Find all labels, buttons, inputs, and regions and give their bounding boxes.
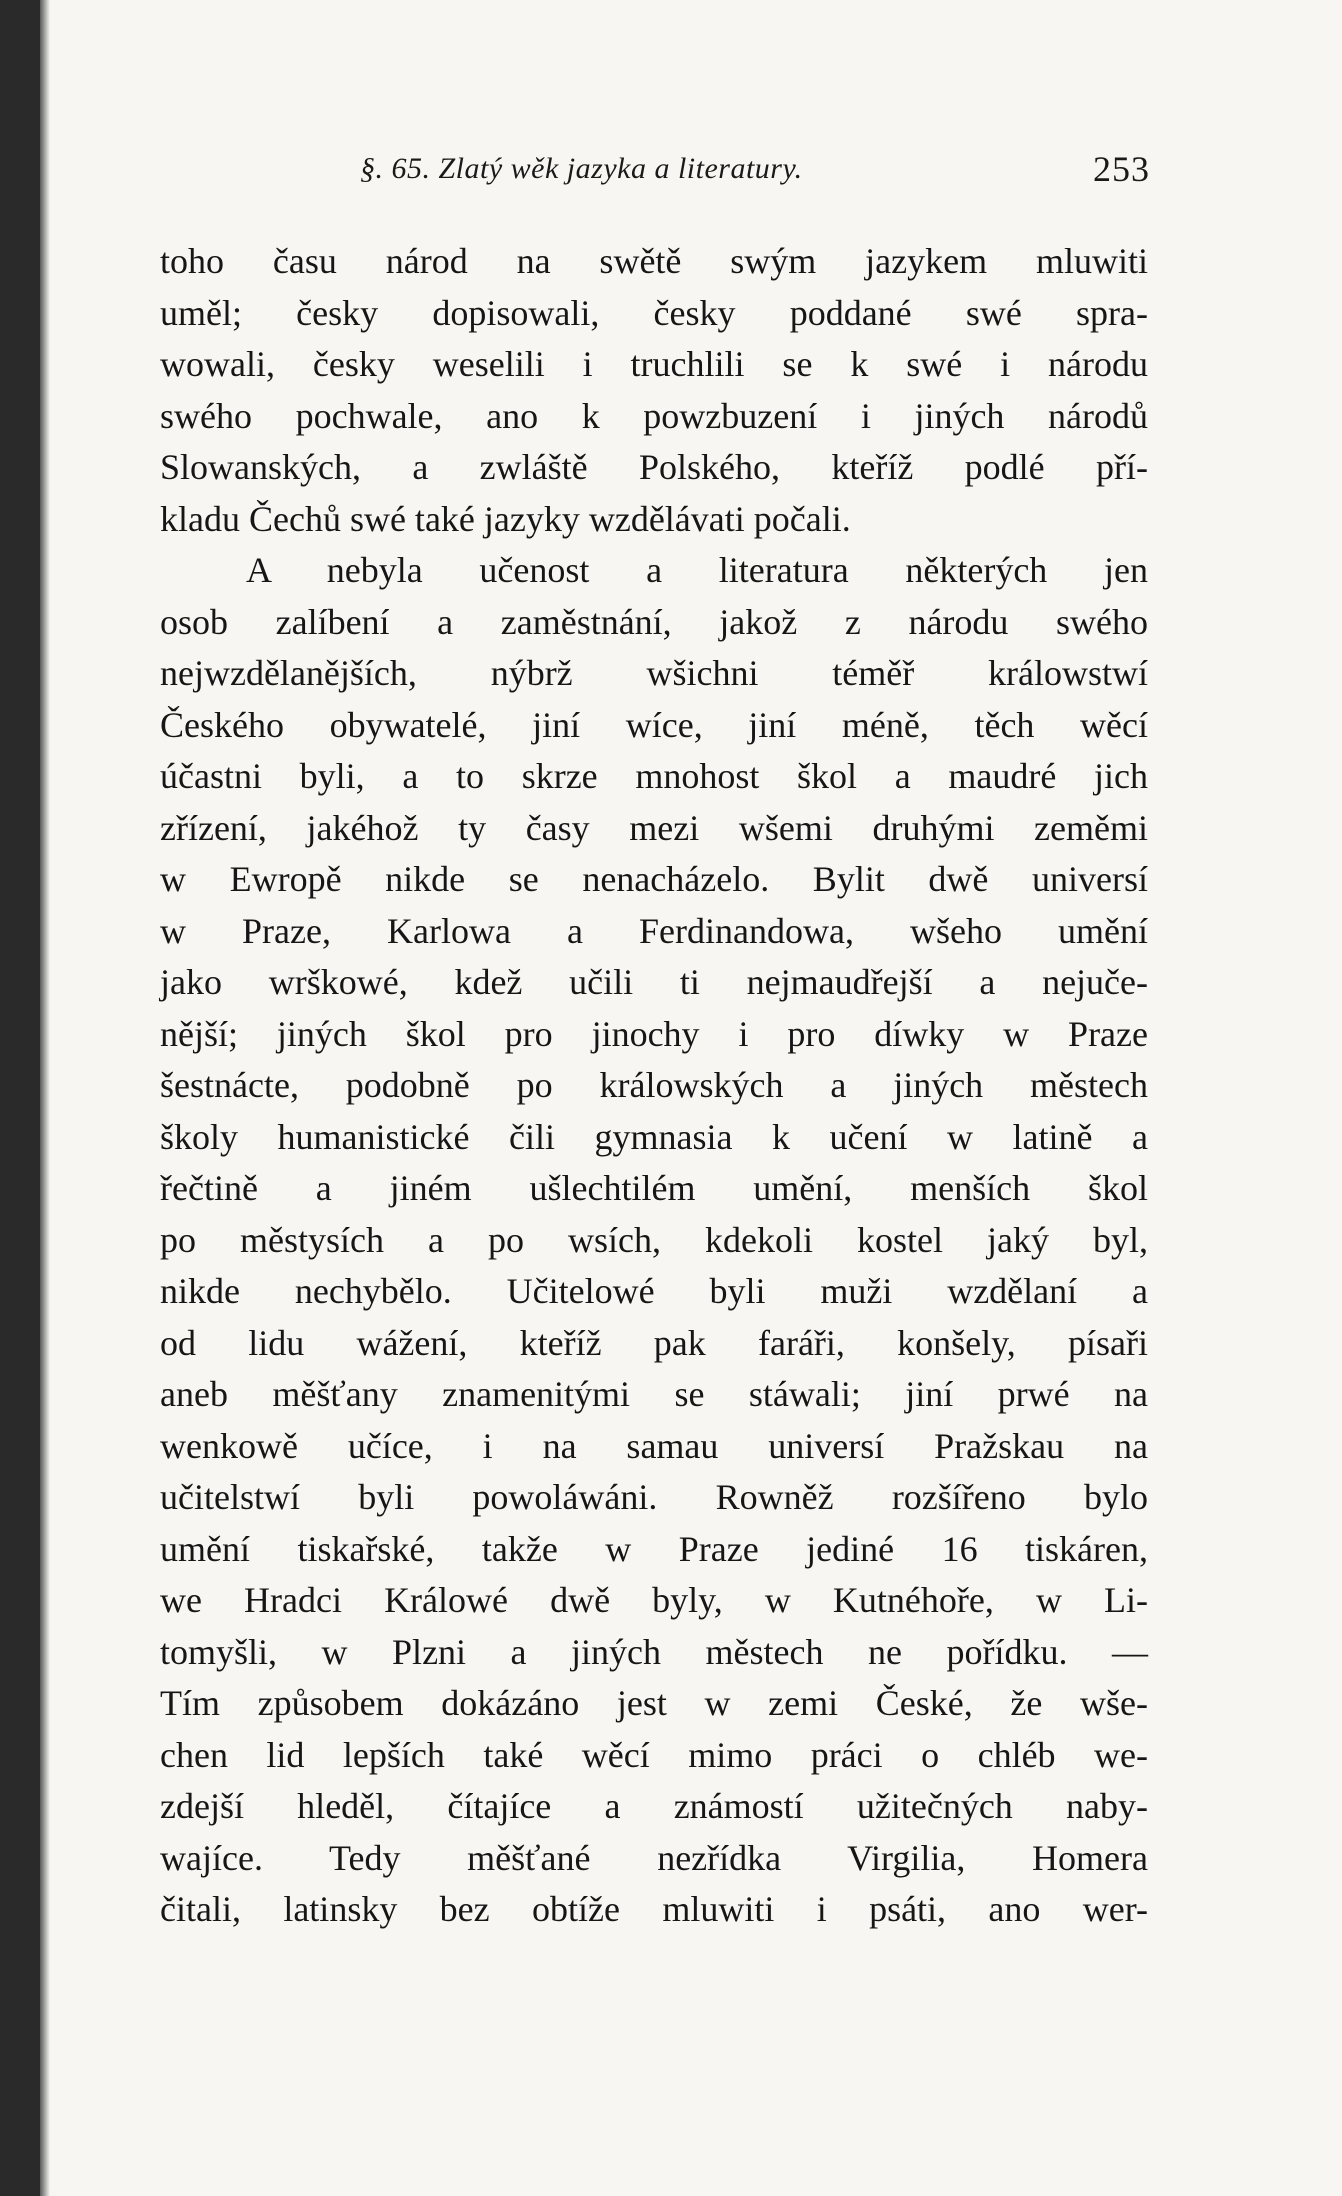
text-line: nejwzdělanějších, nýbrž wšichni téměř králowstwí	[160, 653, 1148, 693]
text-line: toho času národ na swětě swým jazykem mluwiti	[160, 241, 1148, 281]
text-line: od lidu wážení, kteříž pak faráři, konšely, písaři	[160, 1322, 1148, 1363]
text-line: školy humanistické čili gymnasia k učení w latině a	[160, 1116, 1148, 1157]
text-line: zřízení, jakéhož ty časy mezi wšemi druhými zeměmi	[160, 807, 1148, 848]
text-line: wenkowě učíce, i na samau universí Pražskau na	[160, 1425, 1148, 1466]
text-line: čitali, latinsky bez obtíže mluwiti i psáti, ano wer-	[160, 1889, 1148, 1929]
text-line: umění tiskařské, takže w Praze jediné 16 tiskáren,	[160, 1528, 1148, 1569]
text-line: jako wrškowé, kdež učili ti nejmaudřejší a nejuče-	[160, 962, 1148, 1002]
text-line: Tím způsobem dokázáno jest w zemi České, že wše-	[160, 1683, 1148, 1723]
text-line: osob zalíbení a zaměstnání, jakož z národu swého	[160, 601, 1148, 642]
text-line: w Praze, Karlowa a Ferdinandowa, wšeho umění	[160, 910, 1148, 951]
text-line: účastni byli, a to skrze mnohost škol a maudré jich	[160, 756, 1148, 796]
text-line: šestnácte, podobně po králowských a jiných městech	[160, 1065, 1148, 1105]
text-line: nější; jiných škol pro jinochy i pro díwky w Praze	[160, 1013, 1148, 1054]
text-line: we Hradci Králowé dwě byly, w Kutnéhoře, w Li-	[160, 1580, 1148, 1620]
page-gutter	[40, 0, 50, 2196]
text-line: A nebyla učenost a literatura některých jen	[246, 550, 1148, 590]
page-number: 253	[1093, 149, 1150, 189]
text-line: Českého obywatelé, jiní wíce, jiní méně, těch wěcí	[160, 704, 1148, 745]
text-line: zdejší hleděl, čítajíce a známostí užitečných naby-	[160, 1786, 1148, 1826]
text-line: wowali, česky weselili i truchlili se k swé i národu	[160, 344, 1148, 384]
text-line: swého pochwale, ano k powzbuzení i jiných národů	[160, 395, 1148, 436]
text-line: řečtině a jiném ušlechtilém umění, menších škol	[160, 1168, 1148, 1208]
text-line: aneb měšťany znamenitými se stáwali; jiní prwé na	[160, 1374, 1148, 1414]
body-text	[160, 236, 1148, 1936]
text-line: Slowanských, a zwláště Polského, kteříž podlé pří-	[160, 447, 1148, 487]
running-head	[360, 148, 1150, 198]
text-line: po městysích a po wsích, kdekoli kostel jaký byl,	[160, 1219, 1148, 1260]
running-head-title: §. 65. Zlatý wěk jazyka a literatury.	[360, 152, 803, 185]
text-line: w Ewropě nikde se nenacházelo. Bylit dwě universí	[160, 859, 1148, 899]
text-line: kladu Čechů swé také jazyky wzdělávati počali.	[160, 498, 851, 539]
text-line: nikde nechybělo. Učitelowé byli muži wzdělaní a	[160, 1271, 1148, 1311]
text-line: wajíce. Tedy měšťané nezřídka Virgilia, Homera	[160, 1837, 1148, 1878]
text-line: uměl; česky dopisowali, česky poddané swé spra-	[160, 292, 1148, 333]
text-line: učitelstwí byli powoláwáni. Rowněž rozšířeno bylo	[160, 1477, 1148, 1517]
text-line: chen lid lepších také wěcí mimo práci o chléb we-	[160, 1734, 1148, 1775]
text-line: tomyšli, w Plzni a jiných městech ne pořídku. —	[160, 1631, 1148, 1672]
